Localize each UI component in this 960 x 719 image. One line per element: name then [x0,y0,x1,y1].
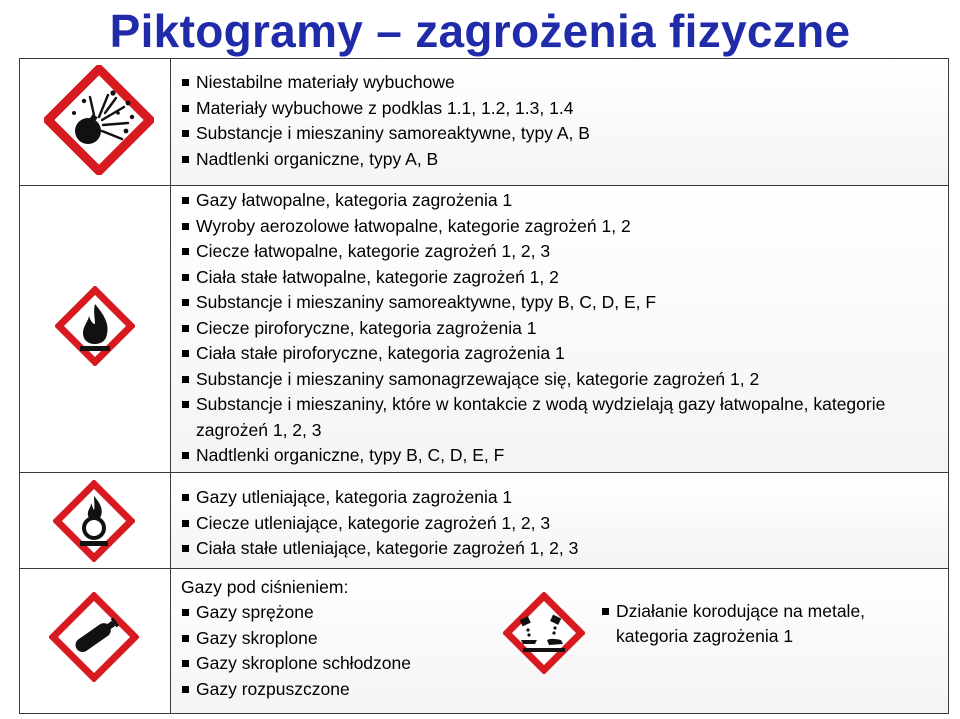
list-item: Substancje i mieszaniny, które w kontakcie z wodą wydzielają gazy łatwopalne, kategorie zagrożeń 1, 2, 3 [181,392,931,443]
exploding-bomb-icon [44,65,154,175]
section-explosives [20,59,948,186]
list-item: Wyroby aerozolowe łatwopalne, kategorie zagrożeń 1, 2 [181,214,931,240]
list-item: Substancje i mieszaniny samonagrzewające się, kategorie zagrożeń 1, 2 [181,367,931,393]
icon-cell [20,186,171,472]
list-item: Substancje i mieszaniny samoreaktywne, typy A, B [181,121,590,147]
text-cell [171,569,948,713]
flame-over-circle-icon [53,480,135,562]
list-item: Nadtlenki organiczne, typy A, B [181,147,590,173]
corrosion-icon [503,592,585,674]
text-cell [171,473,948,568]
section-pressurized-gases [20,569,948,713]
section-oxidizers [20,473,948,569]
list-item: Gazy utleniające, kategoria zagrożenia 1 [181,485,578,511]
icon-cell [20,59,171,185]
list-item: Gazy łatwopalne, kategoria zagrożenia 1 [181,188,931,214]
text-cell [171,186,948,472]
gas-cylinder-icon [49,592,139,682]
section-flammables [20,186,948,473]
list-item: Materiały wybuchowe z podklas 1.1, 1.2, 1.3, 1.4 [181,96,590,122]
corrosive-to-metals-text: Działanie korodujące na metale, kategoria zagrożenia 1 [601,599,926,649]
list-item: Gazy skroplone [181,626,411,652]
list-item: Ciecze piroforyczne, kategoria zagrożenia 1 [181,316,931,342]
gases-heading: Gazy pod ciśnieniem: [181,577,349,597]
list-item: Ciała stałe utleniające, kategorie zagrożeń 1, 2, 3 [181,536,578,562]
icon-cell [20,473,171,568]
list-item: Gazy skroplone schłodzone [181,651,411,677]
page-title: Piktogramy – zagrożenia fizyczne [109,5,851,57]
list-item: Ciała stałe piroforyczne, kategoria zagrożenia 1 [181,341,931,367]
list-item: Niestabilne materiały wybuchowe [181,70,590,96]
icon-cell [20,569,171,713]
pictogram-table [19,58,949,714]
list-item: Ciecze utleniające, kategorie zagrożeń 1, 2, 3 [181,511,578,537]
list-item: Ciecze łatwopalne, kategorie zagrożeń 1, 2, 3 [181,239,931,265]
flame-icon [55,286,135,366]
list-item: Ciała stałe łatwopalne, kategorie zagrożeń 1, 2 [181,265,931,291]
list-item: Gazy sprężone [181,600,411,626]
list-item: Substancje i mieszaniny samoreaktywne, typy B, C, D, E, F [181,290,931,316]
list-item: Gazy rozpuszczone [181,677,411,703]
list-item: Nadtlenki organiczne, typy B, C, D, E, F [181,443,931,469]
text-cell [171,59,948,185]
